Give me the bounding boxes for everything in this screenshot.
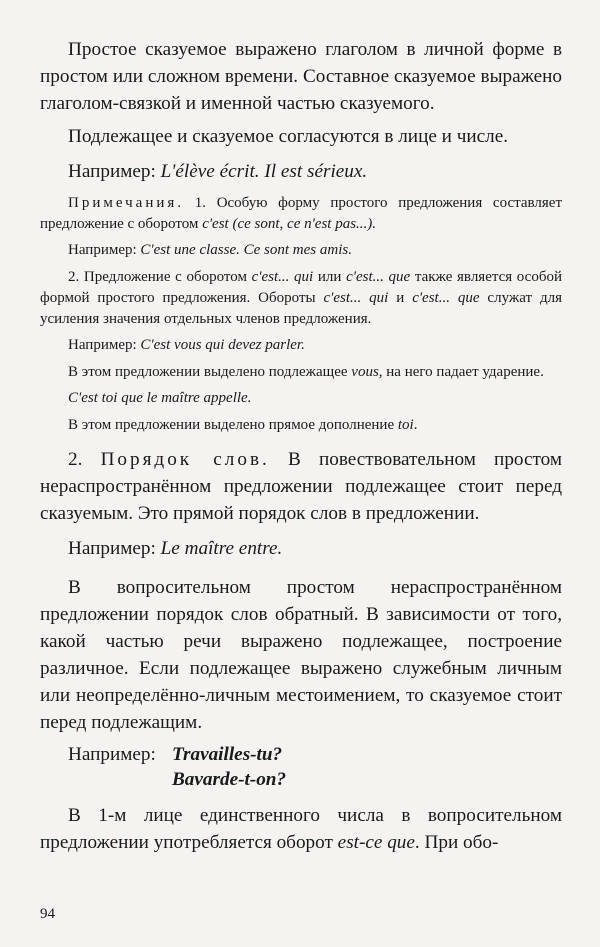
note-text: В этом предложении выделено прямое дополнение: [68, 417, 398, 433]
example-label: Например:: [68, 744, 156, 765]
example-label: Например:: [68, 242, 137, 258]
paragraph-text: . При обо-: [414, 832, 499, 853]
section-title: Порядок слов.: [100, 449, 270, 470]
example-text: C'est une classe. Ce sont mes amis.: [140, 242, 352, 258]
example-1: [68, 158, 562, 185]
section-text: В повествовательном простом нераспространённом предложении подлежащее стоит перед сказуемым. Это прямой порядок слов в предложении.: [40, 449, 563, 524]
note-text: 2. Предложение с оборотом: [68, 269, 252, 285]
note-italic: toi: [397, 417, 414, 433]
section-2-example-2: [68, 742, 562, 792]
interrogative-paragraph: В вопросительном простом нераспространённом предложении порядок слов обратный. В зависимости от того, какой частью речи выражено подлежащее, построение различное. Если подлежащее выражено служебным личным или неопределённо-личным местоимением, то сказуемое стоит перед подлежащим.: [40, 577, 562, 733]
note-italic: ce n'est pas...).: [287, 216, 377, 232]
notes-title: Примечания.: [68, 195, 185, 211]
note-text: или: [313, 269, 347, 285]
note-2: [40, 267, 562, 330]
note-3-example: [68, 388, 562, 409]
note-italic: c'est (ce sont: [202, 216, 280, 232]
note-text: 1. Особую форму простого предложения составляет предложение с оборотом: [40, 195, 562, 232]
example-label: Например:: [68, 337, 137, 353]
note-3: [40, 362, 562, 383]
notes-block: [40, 193, 562, 436]
note-4: [40, 415, 562, 436]
paragraph-simple-predicate: Простое сказуемое выражено глаголом в личной форме в простом или сложном времени. Составное сказуемое выражено глаголом-связкой и именной частью сказуемого.: [40, 39, 562, 114]
note-text: В этом предложении выделено подлежащее: [68, 364, 352, 380]
note-italic: c'est... qui: [323, 290, 389, 306]
example-text: Le maître entre.: [160, 538, 283, 559]
note-2-example: [68, 335, 562, 356]
note-italic: c'est... qui: [251, 269, 314, 285]
note-text: и: [388, 290, 413, 306]
example-text: C'est toi que le maître appelle.: [68, 390, 252, 406]
paragraph-italic: est-ce que: [337, 832, 415, 853]
note-text: , на него падает ударение.: [378, 364, 544, 380]
paragraph-text: В 1-м лице единственного числа в вопросительном предложении употребляется оборот: [40, 805, 562, 853]
note-italic: c'est... que: [412, 290, 480, 306]
note-italic: vous: [351, 364, 379, 380]
section-2-paragraph: [40, 446, 562, 527]
example-text: C'est vous qui devez parler.: [140, 337, 305, 353]
example-label: Например:: [68, 538, 156, 559]
note-1: [40, 193, 562, 235]
first-person-paragraph: [40, 802, 562, 856]
section-number: 2.: [68, 449, 83, 470]
example-label: Например:: [68, 161, 156, 182]
note-1-example: [68, 240, 562, 261]
note-italic: c'est... que: [346, 269, 411, 285]
example-item: Bavarde-t-on?: [172, 769, 287, 790]
note-text: служат для усиления значения отдельных членов предложения.: [40, 290, 562, 327]
page-body: [40, 36, 562, 856]
note-text: .: [413, 417, 418, 433]
example-item: Travailles-tu?: [172, 744, 283, 765]
paragraph-agreement: Подлежащее и сказуемое согласуются в лице и числе.: [68, 126, 509, 147]
note-text: также является особой формой простого предложения. Обороты: [40, 269, 563, 306]
example-text: L'élève écrit. Il est sérieux.: [160, 161, 368, 182]
section-2-example-1: [68, 535, 562, 562]
example-items: [172, 742, 286, 792]
note-text: ,: [279, 216, 288, 232]
page-number: 94: [40, 906, 55, 922]
